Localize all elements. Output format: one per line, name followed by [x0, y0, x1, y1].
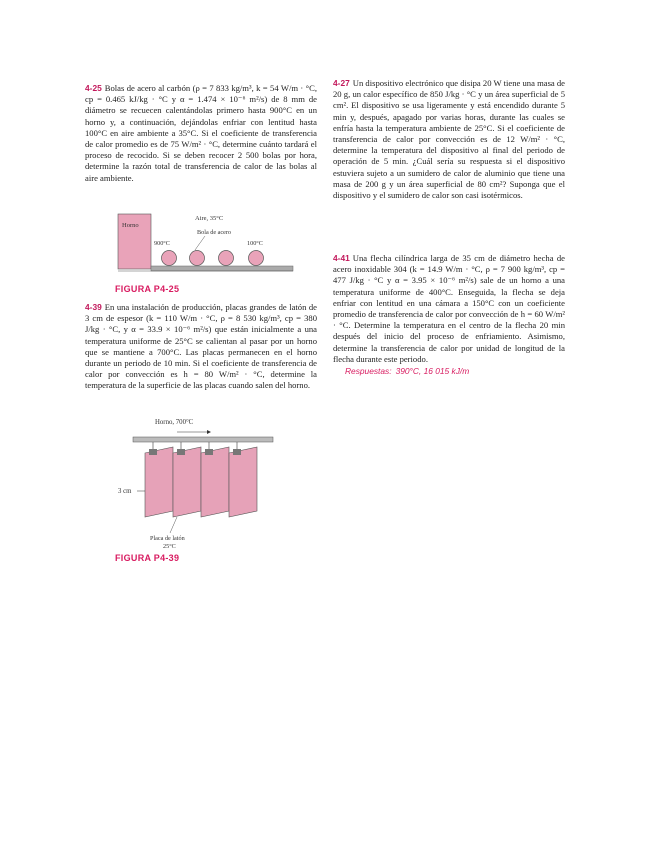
plate-label-line2: 25°C: [163, 543, 176, 550]
air-label: Aire, 35°C: [195, 215, 224, 222]
problem-text: Un dispositivo electrónico que disipa 20 W tiene una masa de 20 g, un calor específico de 850 J/kg · °C y un área superficial de 5 cm². El dispositivo se usa ligeramente y está encendido durante 5 min y, después, apagado por varias horas, durante las cuales se enfría hasta la temperatura ambiente de 25°C. Si el coeficiente de transferencia de calor por convección es de 12 W/m² · °C, determine la temperatura del dispositivo al final del periodo de operación de 5 min. ¿Cuál sería su respuesta si el dispositivo estuviera sujeto a un sumidero de calor de aluminio que tiene una masa de 200 g y un área superficial de 80 cm²? Suponga que el dispositivo y el sumidero de calor son casi isotérmicos.: [333, 78, 565, 201]
problem-text: Una flecha cilíndrica larga de 35 cm de diámetro hecha de acero inoxidable 304 (k = 14.9 W/m · °C, ρ = 7 900 kg/m³, cp = 477 J/kg · °C y α = 3.95 × 10⁻⁶ m²/s) sale de un horno a una temperatura uniforme de 400°C. Enseguida, la flecha se deja enfriar con lentitud en una cámara a 150°C con un coeficiente promedio de transferencia de calor por convección de h = 60 W/m² · °C. Determine la temperatura en el centro de la flecha 20 min después del inicio del proceso de enfriamiento. Asimismo, determine la transferencia de calor por unidad de longitud de la flecha durante este periodo.: [333, 253, 565, 364]
rail: [133, 437, 273, 442]
problem-4-27: [333, 78, 565, 201]
figure-p4-39: [115, 413, 295, 553]
steel-ball: [190, 251, 205, 266]
problem-number: 4-41: [333, 253, 350, 263]
problem-text: Bolas de acero al carbón (ρ = 7 833 kg/m³, k = 54 W/m · °C, cp = 0.465 kJ/kg · °C y α = 1.474 × 10⁻⁶ m²/s) de 8 mm de diámetro se recuecen calentándolas primero hasta 900°C en un horno y, a continuación, dejándolas enfriar con lentitud hasta 100°C en aire ambiente a 35°C. Si el coeficiente de transferencia de calor promedio es de 75 W/m² · °C, determine cuánto tardará el proceso de recocido. Si se deben recocer 2 500 bolas por hora, determine la razón total de transferencia de calor de las bolas al aire ambiente.: [85, 83, 317, 183]
figure-p4-25: [115, 208, 300, 278]
brass-plate: [145, 442, 173, 517]
figure-caption-p4-25: FIGURA P4-25: [115, 284, 180, 294]
problem-4-39: [85, 302, 317, 392]
brass-plate: [173, 442, 201, 517]
oven-label: Horno, 700°C: [155, 419, 194, 426]
brass-plate: [201, 442, 229, 517]
conveyor: [151, 266, 293, 271]
plate-label-line1: Placa de latón: [150, 535, 185, 542]
steel-ball: [249, 251, 264, 266]
problem-4-41: [333, 253, 565, 377]
brass-plate: [229, 442, 257, 517]
problem-number: 4-27: [333, 78, 350, 88]
problem-text: En una instalación de producción, placas grandes de latón de 3 cm de espesor (k = 110 W/m · °C, ρ = 8 530 kg/m³, cp = 380 J/kg · °C, y α = 33.9 × 10⁻⁶ m²/s) que están inicialmente a una temperatura uniforme de 25°C se calientan al pasar por un horno que se mantiene a 700°C. Las placas permanecen en el horno durante un periodo de 10 min. Si el coeficiente de transferencia de calor por convección es h = 80 W/m² · °C, determine la temperatura de la superficie de las placas cuando salen del horno.: [85, 302, 317, 391]
problem-number: 4-39: [85, 302, 102, 312]
steel-ball: [162, 251, 177, 266]
answer-value: 390°C, 16 015 kJ/m: [395, 366, 470, 377]
ball-label: Bola de acero: [197, 229, 232, 236]
figure-caption-p4-39: FIGURA P4-39: [115, 553, 180, 563]
temp-hot-label: 900°C: [154, 240, 170, 247]
problem-4-25: [85, 83, 317, 184]
temp-cool-label: 100°C: [247, 240, 263, 247]
steel-ball: [219, 251, 234, 266]
answer-line: [345, 366, 565, 377]
problem-number: 4-25: [85, 83, 102, 93]
answer-label: Respuestas:: [345, 366, 392, 377]
thickness-label: 3 cm: [118, 488, 132, 495]
furnace-label: Horno: [122, 222, 139, 229]
